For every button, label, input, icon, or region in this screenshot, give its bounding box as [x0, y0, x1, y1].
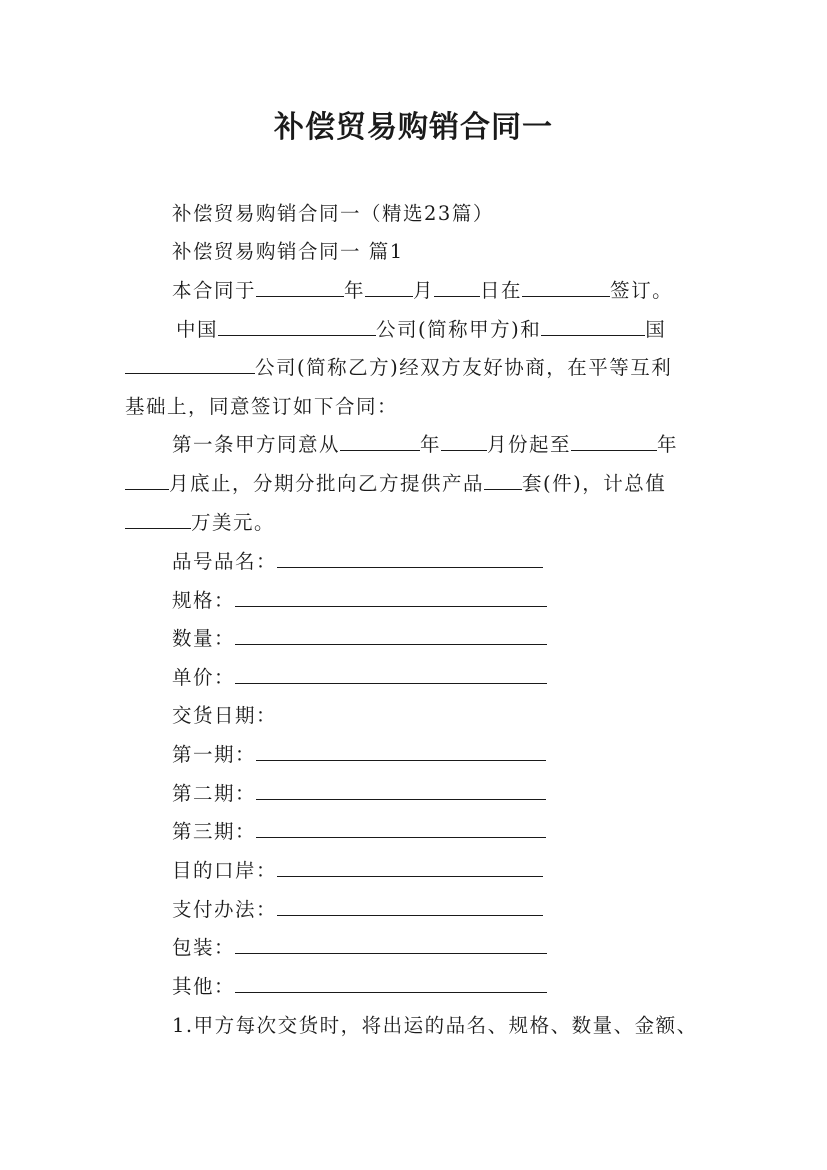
place-blank [522, 278, 610, 297]
signing-paragraph [172, 278, 673, 304]
month-blank [365, 278, 413, 297]
field-label: 其他： [172, 975, 236, 998]
field-blank [235, 588, 547, 607]
field-label: 单价： [172, 666, 236, 689]
field-label: 第一期： [172, 743, 257, 766]
field-blank [256, 819, 546, 838]
field-blank [235, 974, 547, 993]
article1-line-3 [125, 510, 275, 536]
parties-line-1 [176, 317, 666, 343]
parties-text-3: 国 [645, 318, 667, 341]
field-phase-1 [172, 742, 546, 768]
field-product-name [172, 549, 543, 575]
field-label: 第二期： [172, 782, 257, 805]
parties-text-1: 中国 [176, 318, 219, 341]
field-label: 目的口岸： [172, 859, 278, 882]
end-year-blank [571, 432, 657, 451]
article1-text-5: 月底止，分期分批向乙方提供产品 [169, 472, 485, 495]
field-blank [235, 935, 547, 954]
field-label: 交货日期： [172, 704, 278, 727]
field-spec [172, 588, 547, 614]
field-blank [256, 781, 546, 800]
field-phase-3 [172, 819, 546, 845]
field-label: 支付办法： [172, 898, 278, 921]
parties-text-4: 公司(简称乙方)经双方友好协商，在平等互利 [255, 356, 673, 379]
field-blank [256, 742, 546, 761]
field-blank [235, 626, 547, 645]
party-a-blank [218, 317, 376, 336]
field-blank [277, 858, 543, 877]
signing-text-1: 本合同于 [172, 279, 257, 302]
field-label: 规格： [172, 589, 236, 612]
document-title: 补偿贸易购销合同一 [274, 110, 553, 145]
field-destination-port [172, 858, 543, 884]
end-month-blank [125, 471, 169, 490]
article1-text-4: 年 [657, 433, 679, 456]
section-heading: 补偿贸易购销合同一 篇1 [172, 240, 404, 263]
field-unit-price [172, 665, 547, 691]
start-year-blank [340, 432, 420, 451]
field-blank [277, 897, 543, 916]
quantity-blank [484, 471, 522, 490]
article1-line-2 [125, 471, 666, 497]
field-blank [277, 549, 543, 568]
field-label: 包装： [172, 936, 236, 959]
field-other [172, 974, 547, 1000]
parties-line-2 [125, 355, 672, 381]
article1-text-7: 万美元。 [191, 511, 276, 534]
field-payment-method [172, 897, 543, 923]
parties-text-2: 公司(简称甲方)和 [376, 318, 542, 341]
field-label: 第三期： [172, 820, 257, 843]
article1-text-1: 第一条甲方同意从 [172, 433, 341, 456]
parties-line-3: 基础上，同意签订如下合同： [125, 395, 399, 418]
party-b-blank [125, 355, 255, 374]
field-delivery-date [172, 703, 277, 729]
field-quantity [172, 626, 547, 652]
clause-1: 1.甲方每次交货时，将出运的品名、规格、数量、金额、 [172, 1014, 698, 1037]
article1-text-2: 年 [420, 433, 442, 456]
field-label: 品号品名： [172, 550, 278, 573]
field-blank [235, 665, 547, 684]
article1-text-3: 月份起至 [487, 433, 572, 456]
field-phase-2 [172, 781, 546, 807]
year-blank [256, 278, 344, 297]
country-blank [541, 317, 645, 336]
signing-text-5: 签订。 [610, 279, 674, 302]
day-blank [434, 278, 480, 297]
signing-text-3: 月 [413, 279, 435, 302]
start-month-blank [441, 432, 487, 451]
signing-text-2: 年 [344, 279, 366, 302]
total-value-blank [125, 510, 191, 529]
field-label: 数量： [172, 627, 236, 650]
subtitle: 补偿贸易购销合同一（精选23篇） [172, 202, 494, 225]
article1-text-6: 套(件)，计总值 [522, 472, 667, 495]
signing-text-4: 日在 [480, 279, 523, 302]
field-packaging [172, 935, 547, 961]
article1-line-1 [172, 432, 678, 458]
